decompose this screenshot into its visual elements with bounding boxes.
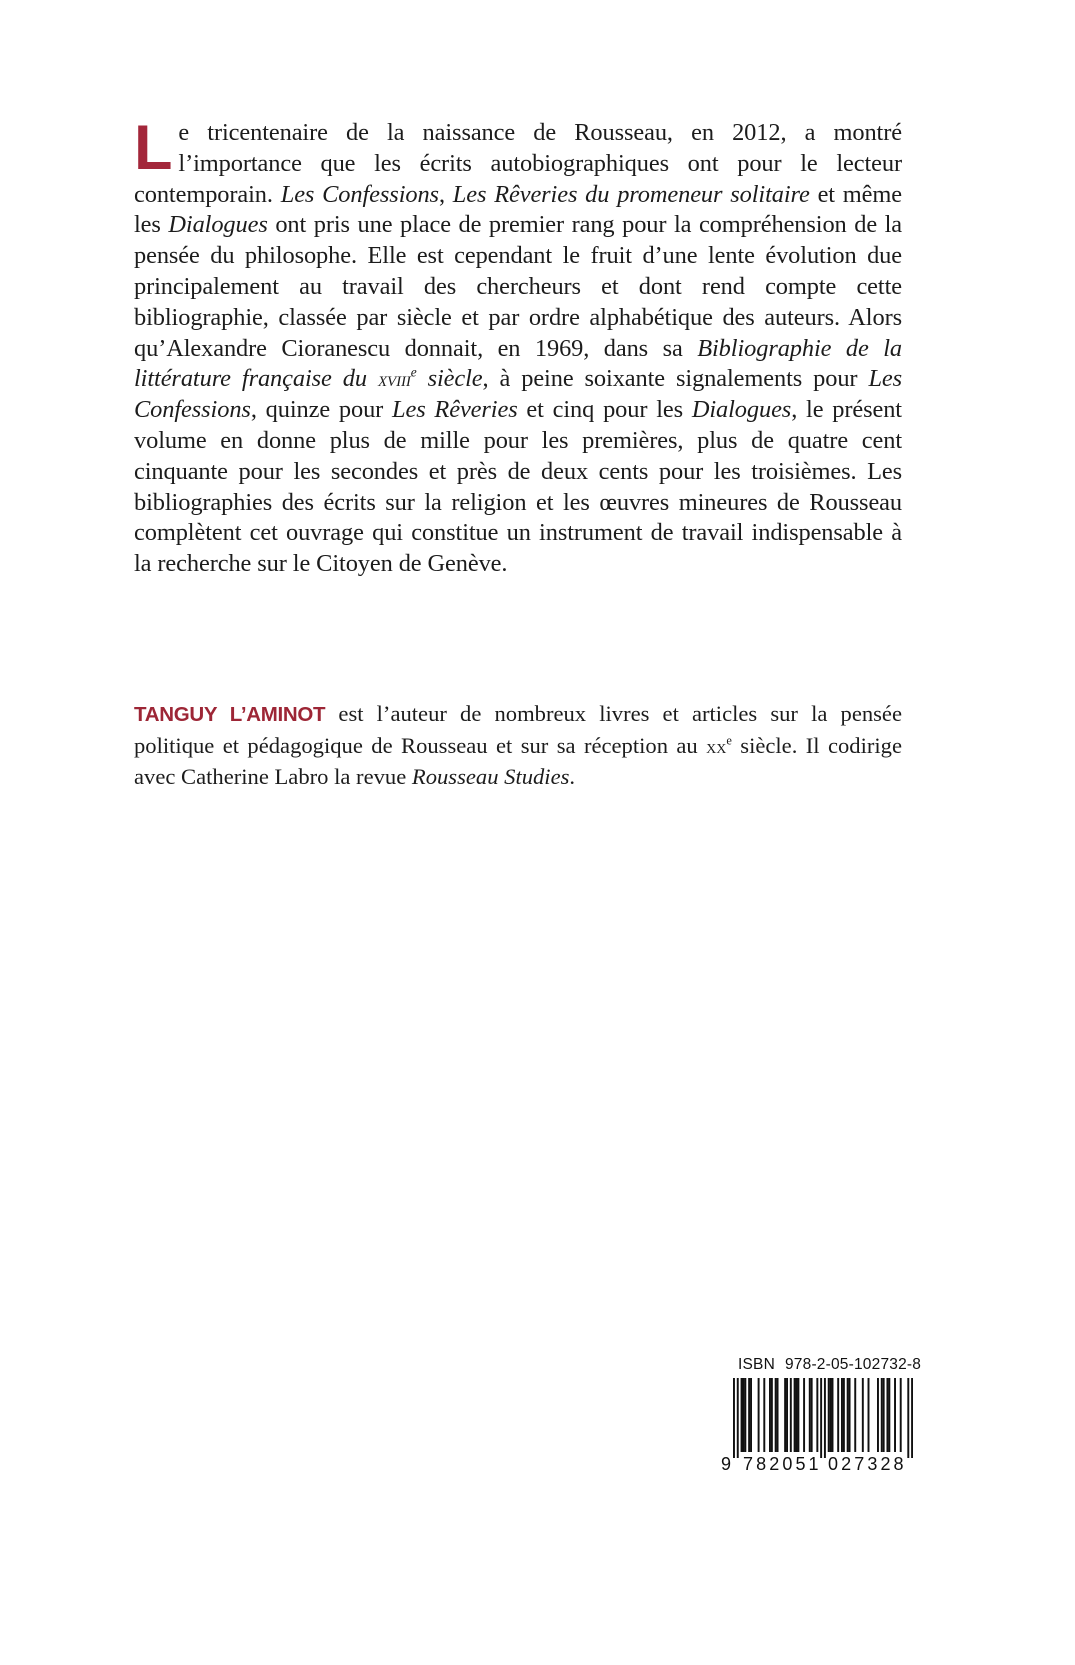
barcode-bar bbox=[811, 1378, 813, 1452]
text-segment: est l’auteur de nombreux livres et articles sur la pensée politique et pédagogique de Rousseau et sur sa réception au bbox=[134, 701, 902, 758]
barcode-bar bbox=[830, 1378, 832, 1452]
barcode-bar bbox=[737, 1378, 739, 1458]
text-segment: e bbox=[410, 364, 417, 380]
isbn-barcode bbox=[721, 1356, 922, 1474]
barcode-bar bbox=[750, 1378, 752, 1452]
text-segment: Les Rêveries bbox=[392, 396, 518, 424]
ean-left-group: 782051 bbox=[743, 1454, 822, 1474]
text-segment: . bbox=[569, 764, 576, 790]
barcode-bar bbox=[911, 1378, 913, 1458]
description-body bbox=[134, 113, 903, 578]
isbn-prefix: ISBN bbox=[738, 1356, 775, 1373]
barcode-bar bbox=[775, 1378, 777, 1452]
barcode-bar bbox=[900, 1378, 902, 1452]
barcode-bar bbox=[763, 1378, 765, 1452]
barcode-bar bbox=[796, 1378, 798, 1452]
barcode-bar bbox=[907, 1378, 909, 1458]
barcode-bar bbox=[824, 1378, 826, 1458]
text-segment: Dialogues bbox=[691, 396, 792, 424]
barcode-bar bbox=[832, 1378, 834, 1452]
barcode-bar bbox=[894, 1378, 896, 1452]
barcode-bar bbox=[868, 1378, 870, 1452]
barcode-bars bbox=[733, 1378, 913, 1458]
barcode-bar bbox=[881, 1378, 883, 1452]
text-segment: Les Confessions bbox=[134, 365, 903, 424]
text-segment: e tricentenaire de la naissance de Rousseau, en 2012, a montré l’importance que les écrits autobiographiques ont pour le lecteur contemporain. bbox=[134, 119, 902, 208]
ean-right-group: 027328 bbox=[828, 1454, 907, 1474]
barcode-bar bbox=[888, 1378, 890, 1452]
text-segment: Bibliographie de la littérature française du bbox=[134, 334, 902, 393]
text-segment bbox=[367, 365, 378, 392]
barcode-bar bbox=[877, 1378, 879, 1452]
barcode-bar bbox=[803, 1378, 805, 1452]
barcode-bar bbox=[790, 1378, 792, 1452]
barcode-bar bbox=[837, 1378, 839, 1452]
barcode-bar bbox=[741, 1378, 743, 1452]
barcode-bar bbox=[786, 1378, 788, 1452]
barcode-bar bbox=[854, 1378, 856, 1452]
text-segment: Les Rêveries du promeneur solitaire bbox=[452, 180, 810, 208]
text-segment: , bbox=[438, 180, 453, 208]
text-segment: , à peine soixante signalements pour bbox=[482, 365, 869, 393]
barcode-bar bbox=[862, 1378, 864, 1452]
drop-cap: L bbox=[134, 113, 173, 183]
barcode-bar bbox=[733, 1378, 735, 1458]
text-segment: ont pris une place de premier rang pour la compréhension de la pensée du philosophe. Elle est cependant le fruit d’une lente évolution due principalement au travail des chercheurs et dont rend compte cette bibliographie, classée par siècle et par ordre alphabétique des auteurs. Alors qu’Alexandre Cioranescu donnait, en 1969, dans sa bbox=[134, 211, 903, 362]
barcode-bar bbox=[769, 1378, 771, 1452]
text-segment: xviii bbox=[377, 366, 411, 392]
text-segment: Les Confessions bbox=[280, 180, 439, 208]
author-name: TANGUY L’AMINOT bbox=[134, 703, 326, 726]
book-description bbox=[134, 113, 903, 580]
barcode-bar bbox=[758, 1378, 760, 1452]
text-segment: siècle bbox=[416, 365, 483, 393]
barcode-bar bbox=[742, 1378, 744, 1452]
isbn-label bbox=[738, 1356, 921, 1374]
ean-first-digit: 9 bbox=[721, 1454, 732, 1474]
barcode-bar bbox=[847, 1378, 849, 1452]
barcode-bar bbox=[784, 1378, 786, 1452]
text-segment: xx bbox=[706, 735, 727, 758]
barcode-bar bbox=[843, 1378, 845, 1452]
text-segment: , le présent volume en donne plus de mille pour les premières, plus de quatre cent cinquante pour les secondes et près de deux cents pour les troisièmes. Les bibliographies des écrits sur la religion et les œuvres mineures de Rousseau complètent cet ouvrage qui constitue un instrument de travail indispensable à la recherche sur le Citoyen de Genève. bbox=[134, 396, 902, 578]
text-segment: Dialogues bbox=[168, 211, 268, 239]
barcode-bar bbox=[797, 1378, 799, 1452]
barcode-bar bbox=[748, 1378, 750, 1452]
barcode-bar bbox=[828, 1378, 830, 1452]
barcode-bar bbox=[771, 1378, 773, 1452]
barcode-bar bbox=[849, 1378, 851, 1452]
barcode-bar bbox=[883, 1378, 885, 1452]
barcode-bar bbox=[816, 1378, 818, 1452]
text-segment: , quinze pour bbox=[250, 396, 393, 424]
text-segment: e bbox=[726, 732, 732, 747]
barcode-bar bbox=[809, 1378, 811, 1452]
isbn-number: 978-2-05-102732-8 bbox=[784, 1356, 922, 1373]
barcode-bar bbox=[744, 1378, 746, 1452]
barcode-bar bbox=[841, 1378, 843, 1452]
barcode-bar bbox=[820, 1378, 822, 1458]
text-segment: et même les bbox=[134, 180, 902, 239]
text-segment: et cinq pour les bbox=[517, 396, 692, 424]
barcode-bar bbox=[777, 1378, 779, 1452]
barcode-bar bbox=[886, 1378, 888, 1452]
text-segment: Rousseau Studies bbox=[411, 764, 570, 790]
text-segment: siècle. Il codirige avec Catherine Labro la revue bbox=[134, 732, 902, 790]
barcode-bar bbox=[794, 1378, 796, 1452]
author-bio bbox=[134, 699, 902, 793]
